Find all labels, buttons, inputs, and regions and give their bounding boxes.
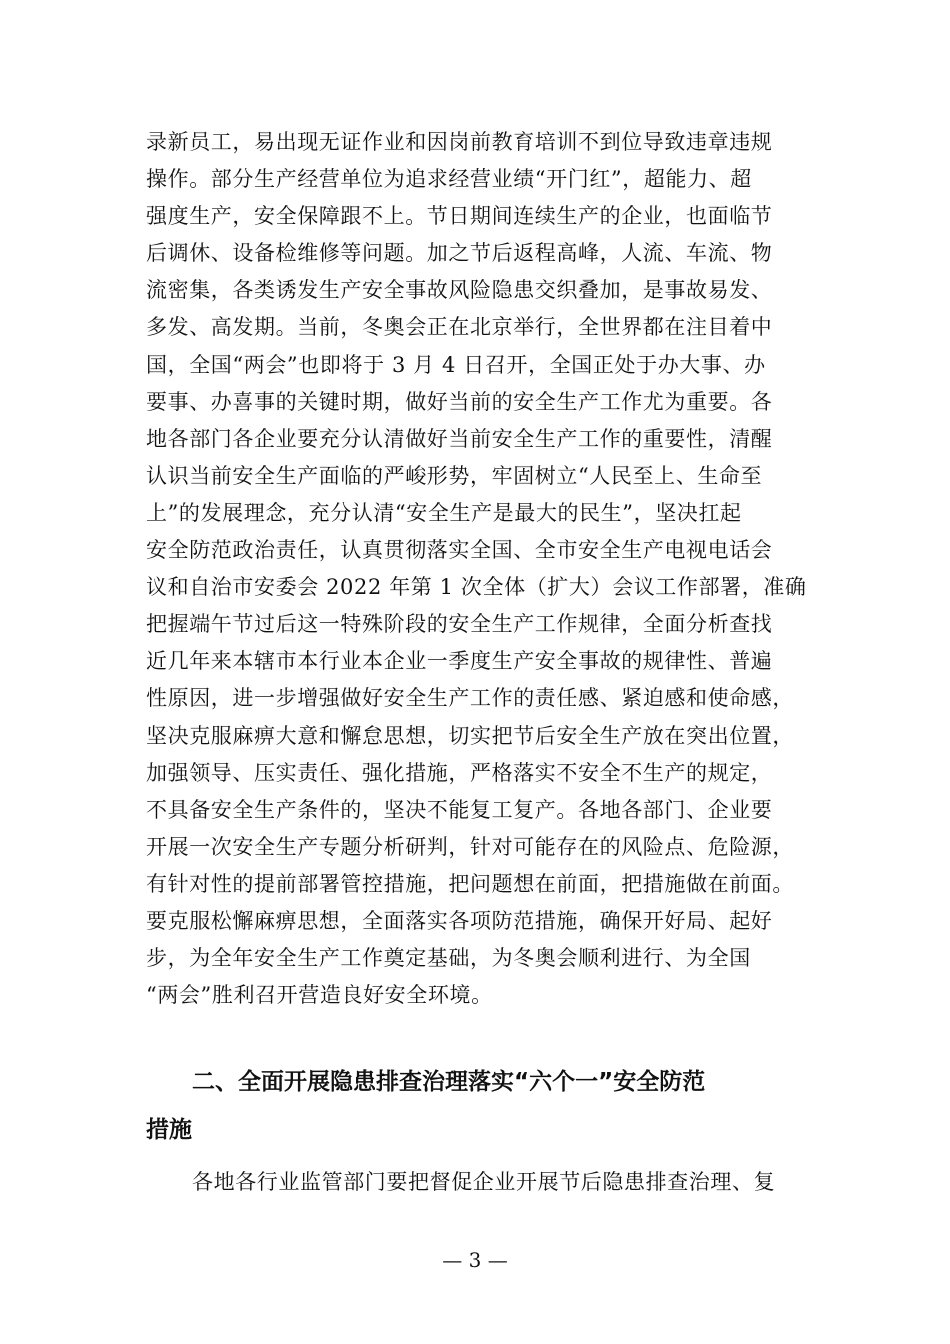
text-line: 议和自治市安委会 2022 年第 1 次全体（扩大）会议工作部署，准确	[146, 575, 807, 600]
text-line: 强度生产，安全保障跟不上。节日期间连续生产的企业，也面临节	[146, 204, 773, 229]
text-line: 要克服松懈麻痹思想，全面落实各项防范措施，确保开好局、起好	[146, 908, 773, 933]
page-number: — 3 —	[442, 1248, 508, 1272]
text-line: 要事、办喜事的关键时期，做好当前的安全生产工作尤为重要。各	[146, 389, 773, 414]
text-line: 有针对性的提前部署管控措施，把问题想在前面，把措施做在前面。	[146, 871, 794, 896]
text-line: 认识当前安全生产面临的严峻形势，牢固树立“人民至上、生命至	[146, 463, 763, 488]
text-line: 后调休、设备检维修等问题。加之节后返程高峰，人流、车流、物	[146, 241, 773, 266]
text-line: 操作。部分生产经营单位为追求经营业绩“开门红”，超能力、超	[146, 167, 752, 192]
section-heading-line: 二、全面开展隐患排查治理落实“六个一”安全防范	[192, 1069, 706, 1095]
body-paragraph	[146, 124, 826, 1014]
text-line: 国，全国“两会”也即将于 3 月 4 日召开，全国正处于办大事、办	[146, 352, 766, 377]
text-line: 近几年来本辖市本行业本企业一季度生产安全事故的规律性、普遍	[146, 649, 773, 674]
paragraph-start: 各地各行业监管部门要把督促企业开展节后隐患排查治理、复	[192, 1170, 776, 1194]
text-line: 流密集，各类诱发生产安全事故风险隐患交织叠加，是事故易发、	[146, 278, 773, 303]
text-line: 上”的发展理念，充分认清“安全生产是最大的民生”，坚决扛起	[146, 500, 742, 525]
text-line: 开展一次安全生产专题分析研判，针对可能存在的风险点、危险源，	[146, 834, 794, 859]
text-line: 不具备安全生产条件的，坚决不能复工复产。各地各部门、企业要	[146, 797, 773, 822]
text-line: 坚决克服麻痹大意和懈怠思想，切实把节后安全生产放在突出位置，	[146, 723, 794, 748]
section-heading	[146, 1058, 826, 1154]
text-line: 性原因，进一步增强做好安全生产工作的责任感、紧迫感和使命感，	[146, 686, 794, 711]
text-line: 多发、高发期。当前，冬奥会正在北京举行，全世界都在注目着中	[146, 315, 773, 340]
text-line: 步，为全年安全生产工作奠定基础，为冬奥会顺利进行、为全国	[146, 946, 751, 971]
text-line: 安全防范政治责任，认真贯彻落实全国、全市安全生产电视电话会	[146, 538, 773, 563]
section-heading-line: 措施	[146, 1117, 192, 1143]
text-line: 地各部门各企业要充分认清做好当前安全生产工作的重要性，清醒	[146, 426, 773, 451]
text-line: 把握端午节过后这一特殊阶段的安全生产工作规律，全面分析查找	[146, 612, 773, 637]
text-line: 加强领导、压实责任、强化措施，严格落实不安全不生产的规定，	[146, 760, 773, 785]
text-line: 录新员工，易出现无证作业和因岗前教育培训不到位导致违章违规	[146, 130, 773, 154]
text-line: “两会”胜利召开营造良好安全环境。	[146, 983, 493, 1008]
